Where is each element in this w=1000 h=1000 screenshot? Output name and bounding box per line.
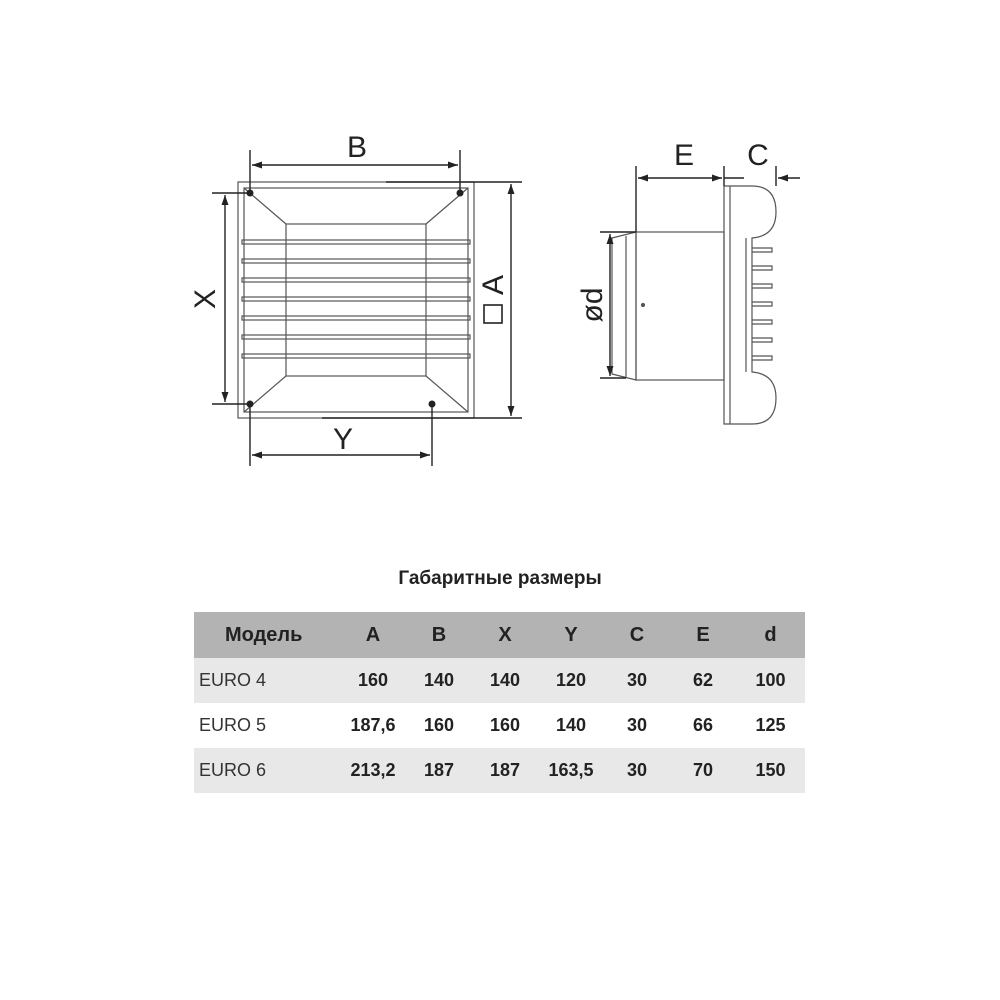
front-outer-frame (238, 182, 474, 418)
cell-d: 125 (755, 715, 786, 735)
cell-model: EURO 4 (194, 658, 340, 703)
header-e: E (670, 612, 736, 658)
front-inner-frame (244, 188, 468, 412)
dimension-a (322, 182, 522, 418)
cell-x: 140 (472, 658, 538, 703)
front-view (238, 182, 474, 418)
cell-model: EURO 6 (194, 748, 340, 793)
header-model: Модель (194, 612, 340, 658)
cell-x: 187 (472, 748, 538, 793)
cell-a: 187,6 (350, 715, 396, 735)
side-spigot (612, 232, 636, 380)
cell-d: 100 (736, 658, 805, 703)
cell-a: 160 (340, 658, 406, 703)
cell-a: 213,2 (340, 748, 406, 793)
side-body (636, 232, 724, 380)
header-y: Y (538, 612, 604, 658)
header-x: X (472, 612, 538, 658)
front-center-panel (286, 224, 426, 376)
table-row (194, 658, 805, 703)
header-b: B (406, 612, 472, 658)
header-a: A (340, 612, 406, 658)
dimension-e-label: E (673, 139, 695, 172)
cell-b: 187 (406, 748, 472, 793)
table-row (194, 748, 805, 793)
dimension-e (636, 166, 724, 232)
cell-c: 30 (604, 658, 670, 703)
dimensions-table (194, 612, 805, 793)
mounting-holes (247, 190, 464, 408)
cell-c: 30 (626, 715, 648, 735)
cell-e: 66 (692, 715, 714, 735)
table-title: Габаритные размеры (398, 568, 602, 589)
cell-b: 140 (406, 658, 472, 703)
cell-b: 160 (423, 715, 455, 735)
side-louvre-teeth (752, 248, 772, 360)
side-grille-profile (724, 186, 776, 424)
cell-c: 30 (604, 748, 670, 793)
dimension-a-label: A (477, 274, 510, 296)
dimension-x-label: X (189, 288, 222, 310)
header-c: C (604, 612, 670, 658)
table-row (194, 703, 805, 748)
cell-y: 163,5 (538, 748, 604, 793)
table-header-row (194, 612, 805, 658)
cell-e: 70 (670, 748, 736, 793)
dimension-y-label: Y (332, 423, 354, 456)
front-louvres (242, 240, 470, 358)
cell-x: 160 (489, 715, 521, 735)
header-d: d (736, 612, 805, 658)
dimension-b-label: B (346, 131, 368, 164)
cell-d: 150 (736, 748, 805, 793)
cell-y: 120 (538, 658, 604, 703)
cell-y: 140 (555, 715, 587, 735)
square-symbol (484, 305, 502, 323)
cell-model: EURO 5 (199, 715, 267, 735)
cell-e: 62 (670, 658, 736, 703)
dimension-c-label: C (747, 139, 769, 172)
dimension-d-label: ød (576, 287, 609, 323)
